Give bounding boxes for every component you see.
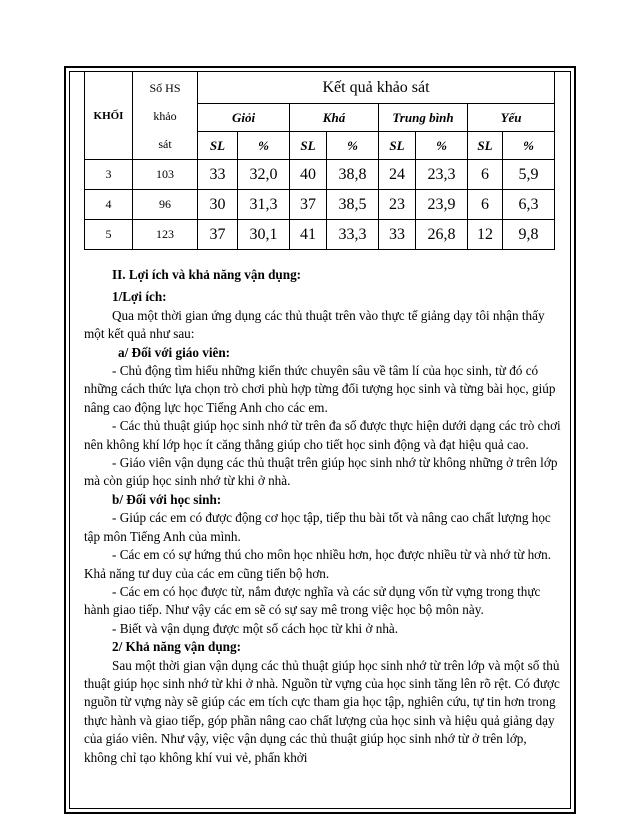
- category-trung-binh: Trung bình: [379, 104, 468, 132]
- sl-header: SL: [290, 132, 327, 160]
- category-yeu: Yếu: [468, 104, 555, 132]
- value-cell: 40: [290, 160, 327, 190]
- paragraph: - Các em có học được từ, nắm được nghĩa và các sử dụng vốn từ vựng trong thực hành giao tiếp. Như vậy các em sẽ có sự say mê trong việc học bộ môn này.: [84, 583, 541, 618]
- value-cell: 41: [290, 220, 327, 250]
- value-cell: 6,3: [503, 190, 555, 220]
- category-kha: Khá: [290, 104, 379, 132]
- khoi-cell: 5: [85, 220, 133, 250]
- value-cell: 9,8: [503, 220, 555, 250]
- value-cell: 26,8: [416, 220, 468, 250]
- sl-header: SL: [468, 132, 503, 160]
- pct-header: %: [238, 132, 290, 160]
- value-cell: 23,3: [416, 160, 468, 190]
- so-hs-line-3: sát: [158, 136, 172, 151]
- paragraph: Sau một thời gian vận dụng các thủ thuật giúp học sinh nhớ từ trên lớp và một số thủ thuật giúp học sinh nhớ từ khi ở nhà. Nguồn từ vựng của học sinh tăng lên rõ rệt. Có được nguồn từ vựng này sẽ giúp các em tích cực tham gia học tập, nghiên cứu, tự tin hơn trong thực hành và giao tiếp, góp phần nâng cao chất lượng của học sinh và hiệu quả giảng dạy của giáo viên. Như vậy, việc vận dụng các thủ thuật giúp học sinh nhớ từ ở trên lớp, không chỉ tạo không khí vui vẻ, phấn khởi: [84, 657, 560, 765]
- value-cell: 24: [379, 160, 416, 190]
- so-hs-cell: 123: [133, 220, 198, 250]
- so-hs-line-1: Số HS: [149, 80, 181, 95]
- subsection-title: 1/Lợi ích:: [112, 289, 167, 305]
- paragraph: - Giáo viên vận dụng các thủ thuật trên giúp học sinh nhớ từ không những ở trên lớp mà còn giúp học sinh nhớ từ khi ở nhà.: [84, 455, 558, 489]
- value-cell: 37: [290, 190, 327, 220]
- paragraph: - Các thủ thuật giúp học sinh nhớ từ trên đa số được thực hiện dưới dạng các trò chơi nên không khí lớp học ít căng thẳng giúp cho tiết học sinh động và đạt hiệu quả cao.: [84, 418, 561, 452]
- value-cell: 31,3: [238, 190, 290, 220]
- sl-header: SL: [198, 132, 238, 160]
- value-cell: 23: [379, 190, 416, 220]
- so-hs-line-2: khảo: [153, 108, 177, 123]
- so-hs-cell: 96: [133, 190, 198, 220]
- subsection-title: 2/ Khả năng vận dụng:: [112, 639, 241, 655]
- paragraph: - Chủ động tìm hiểu những kiến thức chuyên sâu về tâm lí của học sinh, từ đó có những cách thức lựa chọn trò chơi phù hợp từng đối tượng học sinh và từng bài học, giúp nâng cao động lực học Tiếng Anh cho các em.: [84, 363, 556, 415]
- value-cell: 5,9: [503, 160, 555, 190]
- sl-header: SL: [379, 132, 416, 160]
- paragraph: - Biết và vận dụng được một số cách học từ khi ở nhà.: [112, 620, 399, 636]
- value-cell: 37: [198, 220, 238, 250]
- value-cell: 30,1: [238, 220, 290, 250]
- khoi-header: KHỐI: [85, 72, 133, 160]
- subsection-title: a/ Đối với giáo viên:: [118, 344, 231, 360]
- value-cell: 33: [379, 220, 416, 250]
- paragraph: Qua một thời gian ứng dụng các thủ thuật trên vào thực tế giảng dạy tôi nhận thấy một kết quả như sau:: [84, 307, 545, 342]
- paragraph: - Các em có sự hứng thú cho môn học nhiều hơn, học được nhiều từ và nhớ từ hơn. Khả năng tư duy của các em cũng tiến bộ hơn.: [84, 547, 552, 581]
- table-row: [85, 190, 555, 220]
- khoi-cell: 3: [85, 160, 133, 190]
- value-cell: 12: [468, 220, 503, 250]
- pct-header: %: [416, 132, 468, 160]
- survey-results-table: [84, 71, 555, 250]
- value-cell: 30: [198, 190, 238, 220]
- value-cell: 33: [198, 160, 238, 190]
- pct-header: %: [503, 132, 555, 160]
- result-header: Kết quả khảo sát: [198, 72, 555, 104]
- value-cell: 33,3: [327, 220, 379, 250]
- body-text: [84, 262, 562, 767]
- pct-header: %: [327, 132, 379, 160]
- table-row: [85, 220, 555, 250]
- value-cell: 38,5: [327, 190, 379, 220]
- category-gioi: Giỏi: [198, 104, 290, 132]
- value-cell: 38,8: [327, 160, 379, 190]
- paragraph: - Giúp các em có được động cơ học tập, tiếp thu bài tốt và nâng cao chất lượng học tập môn Tiếng Anh của mình.: [84, 510, 551, 544]
- table-row: [85, 160, 555, 190]
- so-hs-header: [133, 72, 198, 160]
- khoi-cell: 4: [85, 190, 133, 220]
- value-cell: 6: [468, 190, 503, 220]
- subsection-title: b/ Đối với học sinh:: [112, 491, 222, 507]
- so-hs-cell: 103: [133, 160, 198, 190]
- value-cell: 6: [468, 160, 503, 190]
- value-cell: 32,0: [238, 160, 290, 190]
- value-cell: 23,9: [416, 190, 468, 220]
- section-title: II. Lợi ích và khả năng vận dụng:: [112, 267, 302, 282]
